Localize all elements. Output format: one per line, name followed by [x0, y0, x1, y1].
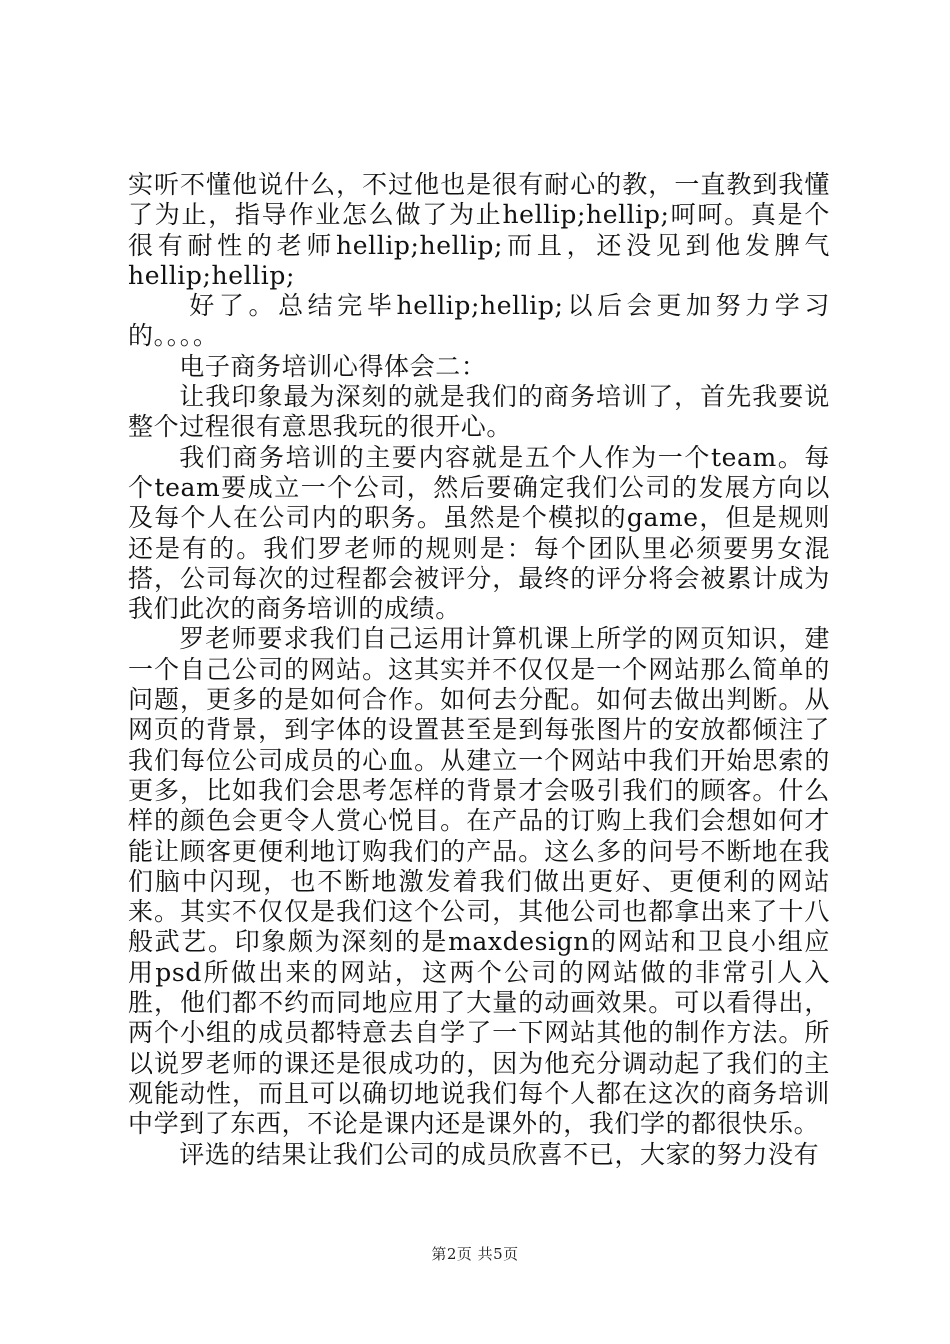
- paragraph-continuation: 实听不懂他说什么，不过他也是很有耐心的教，一直教到我懂了为止，指导作业怎么做了为止hellip;hellip;呵呵。真是个很有耐性的老师hellip;hellip;而且，还没见到他发脾气hellip;hellip;: [128, 170, 830, 290]
- document-body: [128, 170, 830, 1170]
- paragraph-training-content: 我们商务培训的主要内容就是五个人作为一个team。每个team要成立一个公司，然后要确定我们公司的发展方向以及每个人在公司内的职务。虽然是个模拟的game，但是规则还是有的。我们罗老师的规则是：每个团队里必须要男女混搭，公司每次的过程都会被评分，最终的评分将会被累计成为我们此次的商务培训的成绩。: [128, 442, 830, 624]
- section-heading: 电子商务培训心得体会二：: [179, 351, 487, 381]
- paragraph-results: 评选的结果让我们公司的成员欣喜不已，大家的努力没有: [179, 1139, 820, 1169]
- page-number-footer: 第2页 共5页: [431, 1245, 519, 1263]
- paragraph-website-project: 罗老师要求我们自己运用计算机课上所学的网页知识，建一个自己公司的网站。这其实并不仅仅是一个网站那么简单的问题，更多的是如何合作。如何去分配。如何去做出判断。从网页的背景，到字体的设置甚至是到每张图片的安放都倾注了我们每位公司成员的心血。从建立一个网站中我们开始思索的更多，比如我们会思考怎样的背景才会吸引我们的顾客。什么样的颜色会更令人赏心悦目。在产品的订购上我们会想如何才能让顾客更便利地订购我们的产品。这么多的问号不断地在我们脑中闪现，也不断地激发着我们做出更好、更便利的网站来。其实不仅仅是我们这个公司，其他公司也都拿出来了十八般武艺。印象颇为深刻的是maxdesign的网站和卫良小组应用psd所做出来的网站，这两个公司的网站做的非常引人入胜，他们都不约而同地应用了大量的动画效果。可以看得出，两个小组的成员都特意去自学了一下网站其他的制作方法。所以说罗老师的课还是很成功的，因为他充分调动起了我们的主观能动性，而且可以确切地说我们每个人都在这次的商务培训中学到了东西，不论是课内还是课外的，我们学的都很快乐。: [128, 624, 830, 1139]
- paragraph-intro: 让我印象最为深刻的就是我们的商务培训了，首先我要说整个过程很有意思我玩的很开心。: [128, 382, 830, 442]
- paragraph-summary: 好了。总结完毕hellip;hellip;以后会更加努力学习的。。。。: [128, 291, 830, 351]
